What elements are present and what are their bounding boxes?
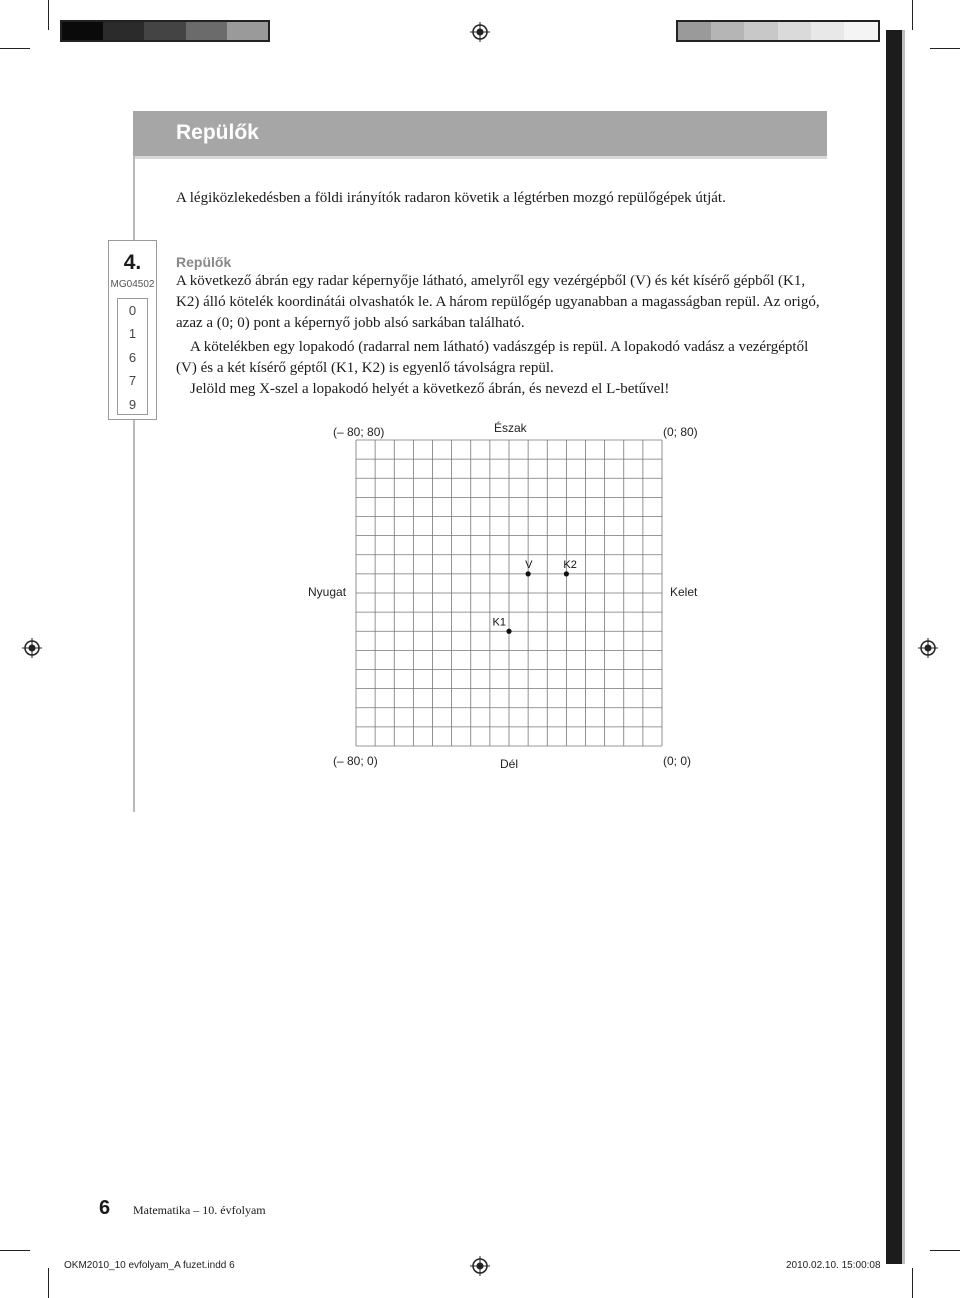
page-title: Repülők <box>176 121 259 144</box>
plane-label-v: V <box>525 558 533 571</box>
corner-label-top-right: (0; 80) <box>663 425 698 439</box>
crop-mark <box>48 0 49 30</box>
registration-mark-icon <box>470 1256 490 1276</box>
crop-mark <box>48 1268 49 1298</box>
corner-label-top-left: (– 80; 80) <box>333 425 385 439</box>
registration-mark-icon <box>918 638 938 658</box>
crop-mark <box>912 0 913 30</box>
crop-mark <box>0 48 30 49</box>
task-number: 4. <box>123 251 142 274</box>
page-edge-strip <box>886 30 902 1264</box>
west-label: Nyugat <box>308 585 347 599</box>
crop-mark <box>930 48 960 49</box>
registration-mark-icon <box>470 22 490 42</box>
grayscale-calibration-bar <box>676 20 880 42</box>
south-label: Dél <box>500 757 519 771</box>
plane-point-k2 <box>564 571 569 576</box>
score-option[interactable]: 9 <box>128 396 137 412</box>
registration-mark-icon <box>22 638 42 658</box>
task-number-box <box>108 240 157 420</box>
task-paragraph: A kötelékben egy lopakodó (radarral nem látható) vadászgép is repül. A lopakodó vadász a vezérgéptől (V) és a két kísérő géptől (K1, K2) is egyenlő távolságra repül. <box>176 339 809 376</box>
score-option[interactable]: 6 <box>128 349 137 365</box>
plane-point-k1 <box>506 629 511 634</box>
page-edge-shadow <box>902 30 905 1264</box>
crop-mark <box>912 1268 913 1298</box>
task-code: MG04502 <box>110 279 155 290</box>
plane-label-k2: K2 <box>563 558 577 571</box>
task-title: Repülők <box>176 254 232 270</box>
score-option[interactable]: 0 <box>128 303 137 318</box>
north-label: Észak <box>494 421 527 435</box>
score-column <box>117 298 148 415</box>
task-paragraph: A következő ábrán egy radar képernyője látható, amelyről egy vezérgépből (V) és két kísérő gépből (K1, K2) álló kötelék koordinátái olvashatók le. A három repülőgép ugyanabban a magasságban repül. Az origó, azaz a (0; 0) pont a képernyő jobb alsó sarkában található. <box>176 273 820 331</box>
intro-text: A légiközlekedésben a földi irányítók radaron követik a légtérben mozgó repülőgépek útját. <box>176 190 726 206</box>
color-calibration-bar <box>60 20 270 42</box>
file-slug: OKM2010_10 evfolyam_A fuzet.indd 6 <box>64 1260 235 1271</box>
score-option[interactable]: 7 <box>128 373 137 389</box>
plane-label-k1: K1 <box>492 616 506 629</box>
footer-subject: Matematika – 10. évfolyam <box>133 1203 266 1217</box>
page-number: 6 <box>99 1197 111 1219</box>
radar-grid[interactable] <box>300 420 720 780</box>
score-option[interactable]: 1 <box>128 326 137 342</box>
corner-label-bottom-right: (0; 0) <box>663 754 692 768</box>
plane-point-v <box>526 571 531 576</box>
task-paragraph: Jelöld meg X-szel a lopakodó helyét a következő ábrán, és nevezd el L-betűvel! <box>190 381 670 397</box>
corner-label-bottom-left: (– 80; 0) <box>333 754 378 768</box>
crop-mark <box>930 1250 960 1251</box>
crop-mark <box>0 1250 30 1251</box>
date-slug: 2010.02.10. 15:00:08 <box>786 1260 881 1271</box>
east-label: Kelet <box>670 585 698 599</box>
